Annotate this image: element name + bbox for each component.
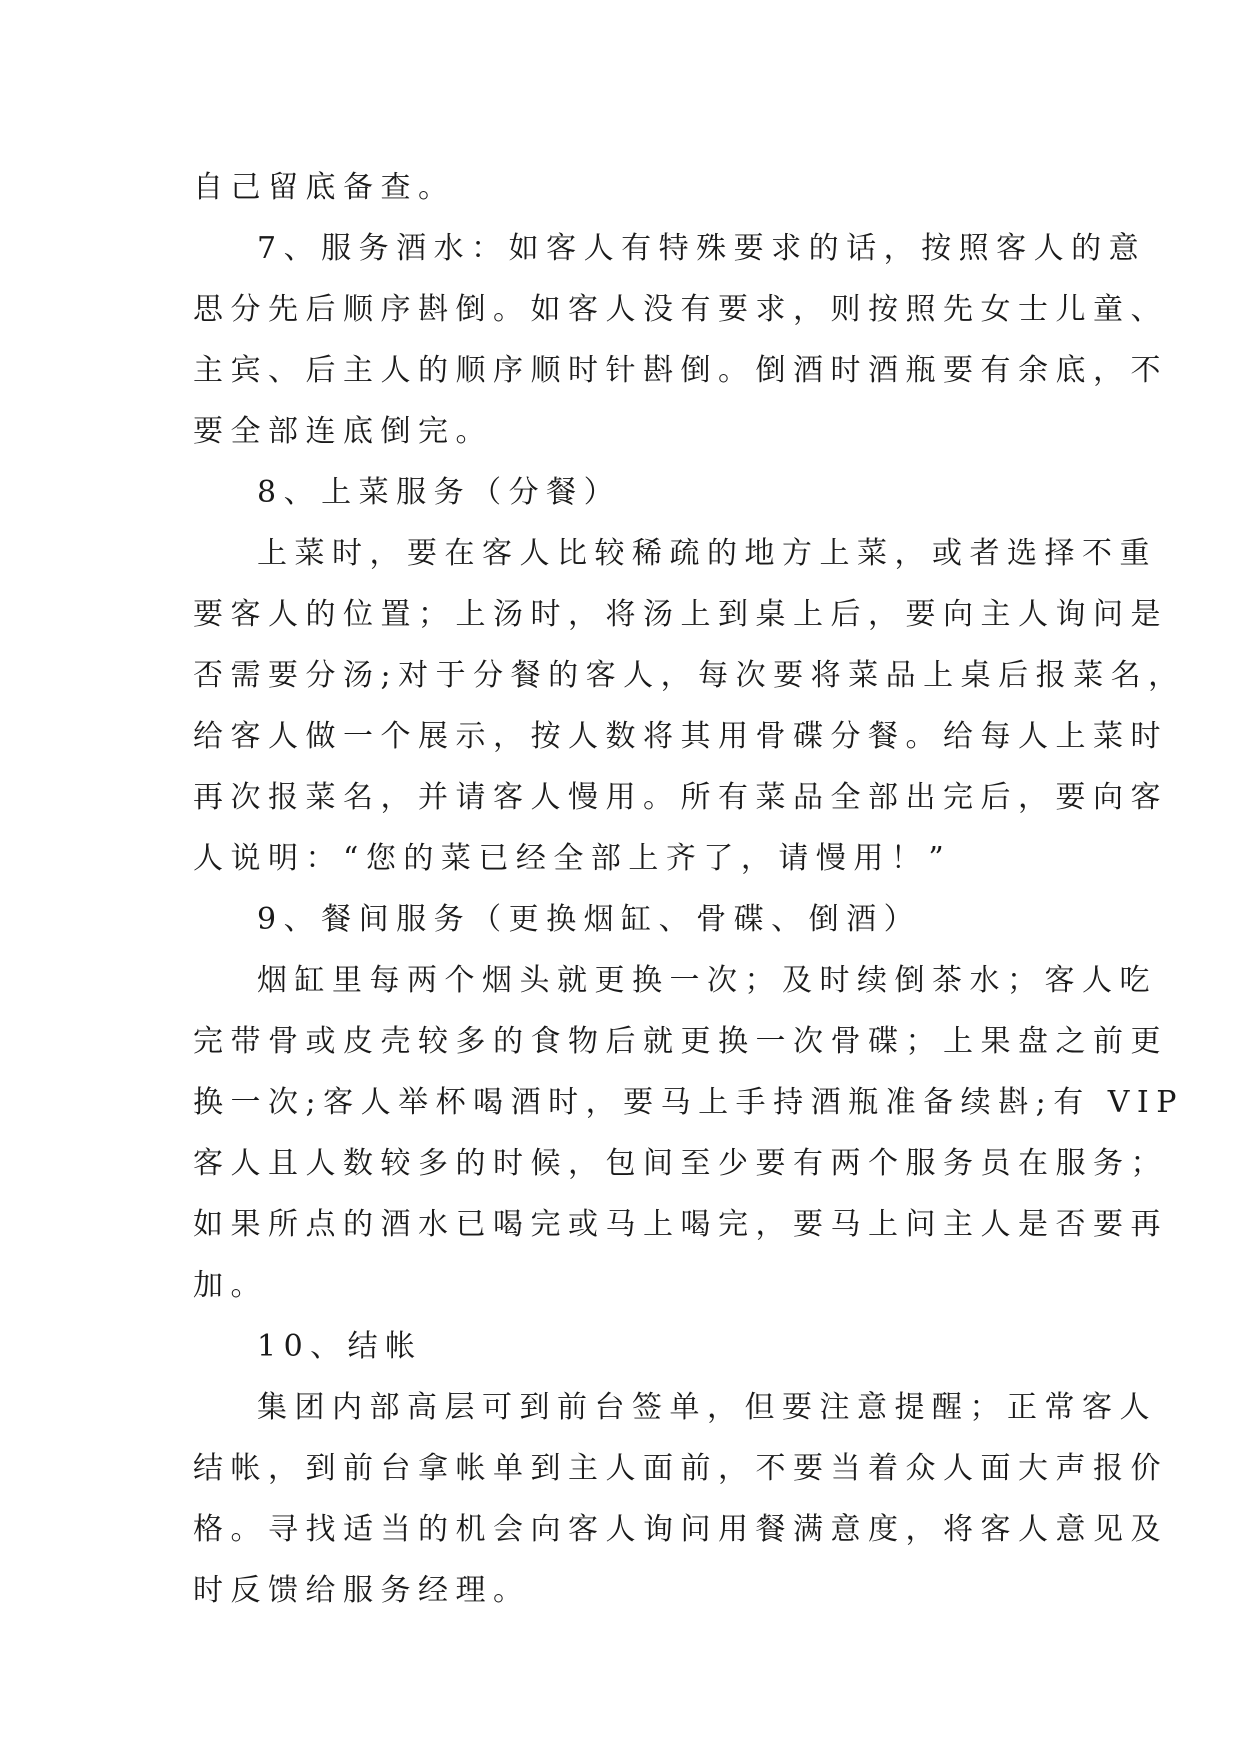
document-line: 集团内部高层可到前台签单，但要注意提醒；正常客人 <box>257 1390 1157 1425</box>
document-line: 否需要分汤;对于分餐的客人，每次要将菜品上桌后报菜名， <box>193 658 1186 693</box>
document-line: 如果所点的酒水已喝完或马上喝完，要马上问主人是否要再 <box>193 1207 1168 1242</box>
document-line: 8、上菜服务（分餐） <box>257 475 622 510</box>
document-line: 客人且人数较多的时候，包间至少要有两个服务员在服务； <box>193 1146 1168 1181</box>
document-line: 要全部连底倒完。 <box>193 414 493 449</box>
document-line: 主宾、后主人的顺序顺时针斟倒。倒酒时酒瓶要有余底，不 <box>193 353 1168 388</box>
document-line: 7、服务酒水：如客人有特殊要求的话，按照客人的意 <box>257 231 1147 266</box>
document-line: 9、餐间服务（更换烟缸、骨碟、倒酒） <box>257 902 922 937</box>
document-line: 再次报菜名，并请客人慢用。所有菜品全部出完后，要向客 <box>193 780 1168 815</box>
document-line: 上菜时，要在客人比较稀疏的地方上菜，或者选择不重 <box>257 536 1157 571</box>
document-line: 人说明：“您的菜已经全部上齐了，请慢用！” <box>193 841 952 876</box>
document-line: 自己留底备查。 <box>193 170 456 205</box>
document-line: 10、结帐 <box>257 1329 423 1364</box>
document-line: 思分先后顺序斟倒。如客人没有要求，则按照先女士儿童、 <box>193 292 1168 327</box>
document-line: 结帐，到前台拿帐单到主人面前，不要当着众人面大声报价 <box>193 1451 1168 1486</box>
document-line: 加。 <box>193 1268 268 1303</box>
document-line: 完带骨或皮壳较多的食物后就更换一次骨碟；上果盘之前更 <box>193 1024 1168 1059</box>
document-line: 格。寻找适当的机会向客人询问用餐满意度，将客人意见及 <box>193 1512 1168 1547</box>
document-line: 换一次;客人举杯喝酒时，要马上手持酒瓶准备续斟;有 VIP <box>193 1085 1184 1120</box>
document-body <box>193 157 1186 1621</box>
document-line: 烟缸里每两个烟头就更换一次；及时续倒茶水；客人吃 <box>257 963 1157 998</box>
document-line: 要客人的位置；上汤时，将汤上到桌上后，要向主人询问是 <box>193 597 1168 632</box>
document-line: 给客人做一个展示，按人数将其用骨碟分餐。给每人上菜时 <box>193 719 1168 754</box>
document-line: 时反馈给服务经理。 <box>193 1573 531 1608</box>
